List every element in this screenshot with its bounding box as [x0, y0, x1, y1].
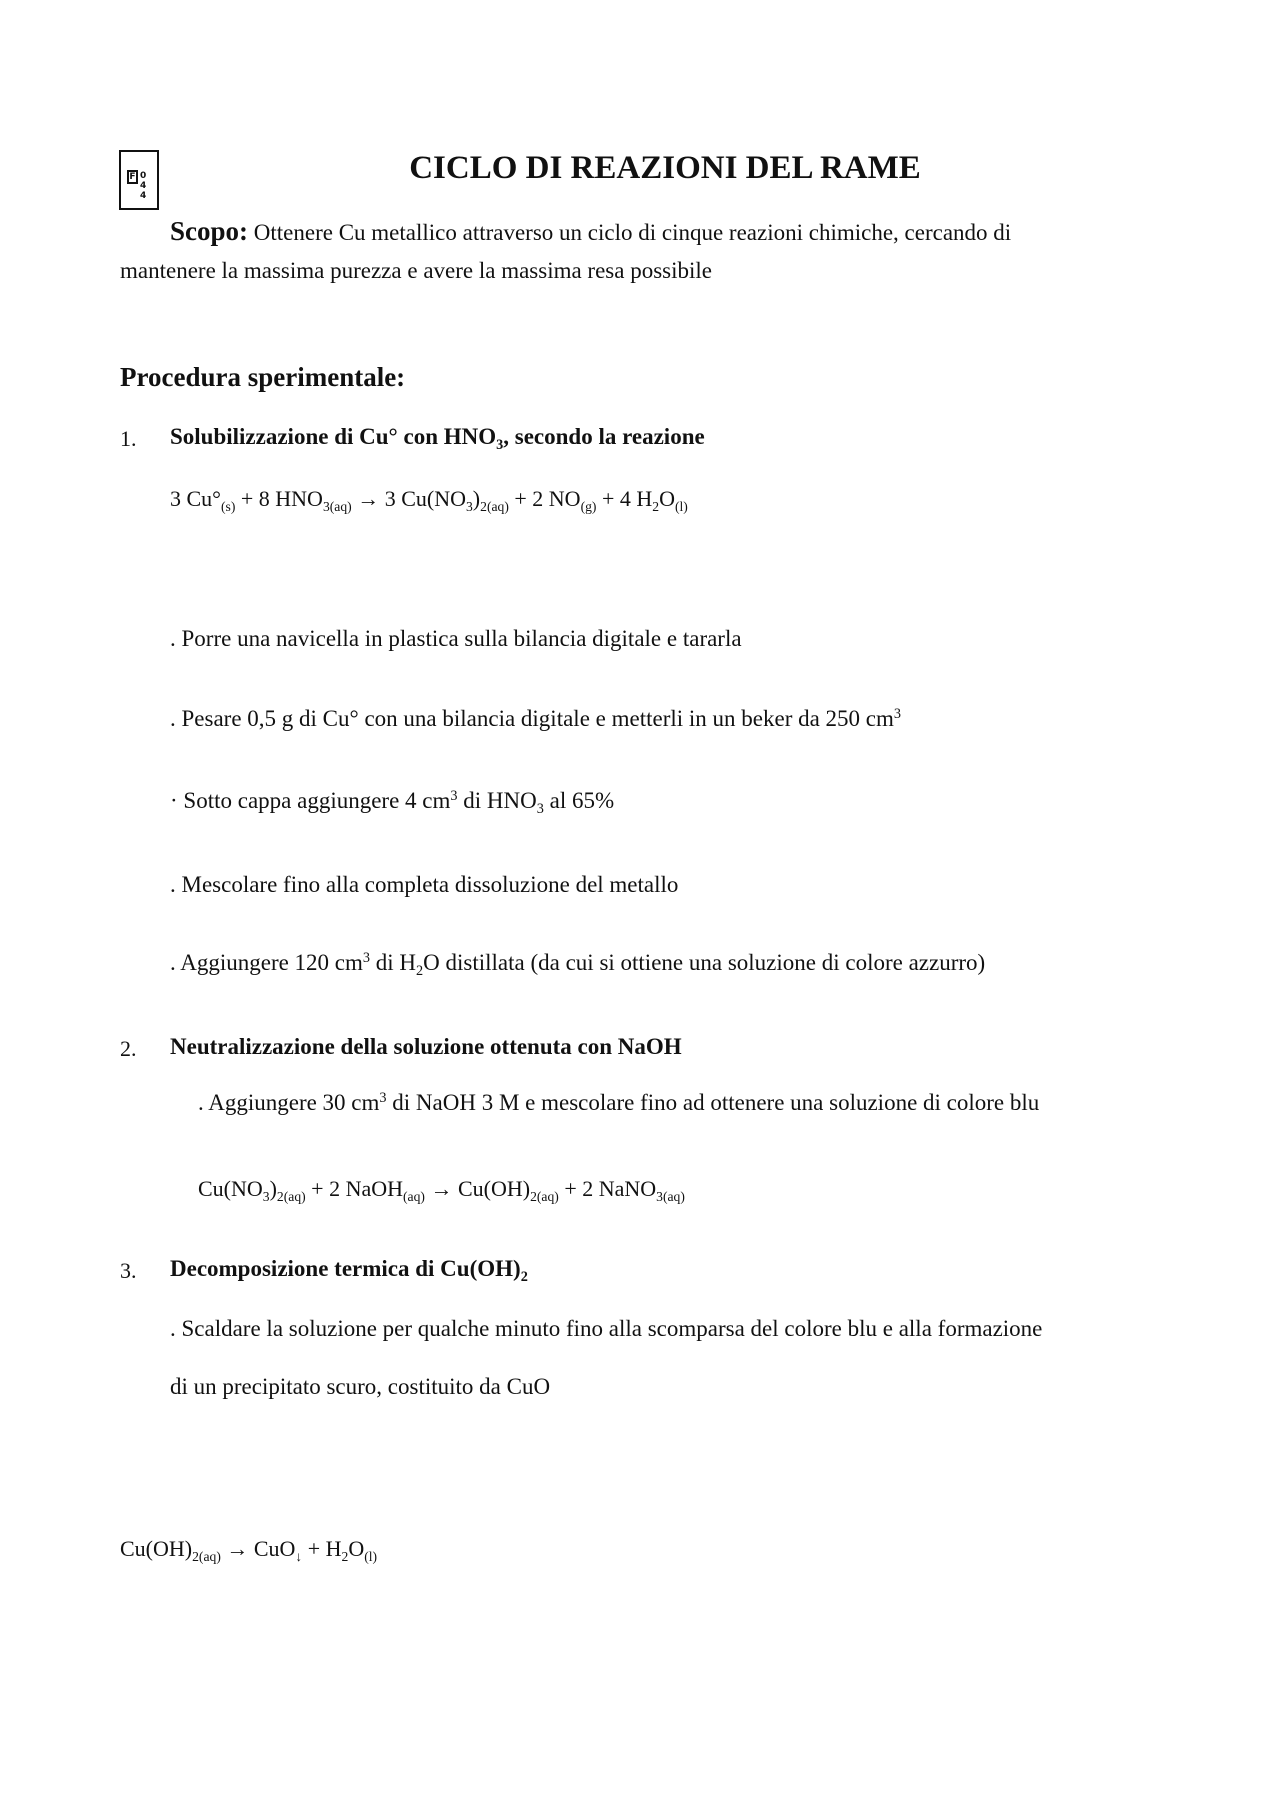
section-3-number: 3. [120, 1258, 137, 1283]
section-1-step-1: . Porre una navicella in plastica sulla bilancia digitale e tararla [170, 626, 742, 651]
section-1-step-3: · Sotto cappa aggiungere 4 $cm^3$ di $HNO_3$ al 65% [170, 788, 615, 817]
section-1-number: 1. [120, 426, 137, 451]
section-1-equation: 3 $Cu^\circ_{(s)} + 8$ $HNO_{3(aq)} \to 3$ $Cu(NO_3)_{2(aq)} + 2$ $NO_{(g)} + 4$ $H_2O_{(l)}$ [170, 486, 688, 514]
procedura-heading: Procedura sperimentale: [120, 362, 406, 392]
section-3-equation: $Cu(OH)_{2(aq)} \to CuO_↓ + H_2O_{(l)}$ [120, 1536, 378, 1564]
section-2-step-1: . Aggiungere 30 $cm^3$ di NaOH 3 M e mescolare fino ad ottenere una soluzione di colore blu [198, 1090, 1040, 1115]
section-1-heading: Solubilizzazione di Cu° con $HNO_3$, secondo la reazione [170, 424, 705, 453]
page-title: CICLO DI REAZIONI DEL RAME [409, 150, 921, 186]
scopo-line-2: mantenere la massima purezza e avere la massima resa possibile [120, 258, 712, 283]
section-1-step-4: . Mescolare fino alla completa dissoluzione del metallo [170, 872, 679, 897]
section-3-heading: Decomposizione termica di $Cu(OH)_2$ [170, 1256, 528, 1285]
logo-letter: F [127, 170, 138, 184]
section-2-equation: $Cu(NO_3)_{2(aq)} + 2$ NaOH$_{(aq)}$ → $Cu(OH)_{2(aq)} + 2$ NaNO$_{3(aq)}$ [198, 1176, 685, 1204]
section-1-step-2: . Pesare 0,5 g di Cu° con una bilancia digitale e metterli in un beker da 250 $cm^3$ [170, 706, 902, 731]
section-3-step-2: di un precipitato scuro, costituito da CuO [170, 1374, 551, 1399]
logo-code: 0 4 4 [140, 171, 148, 201]
scopo-text-1: Ottenere Cu metallico attraverso un ciclo di cinque reazioni chimiche, cercando di [253, 220, 1012, 245]
scopo-line-1 [170, 216, 1011, 247]
section-2-heading: Neutralizzazione della soluzione ottenuta con NaOH [170, 1034, 682, 1059]
section-3-step-1: . Scaldare la soluzione per qualche minuto fino alla scomparsa del colore blu e alla formazione [170, 1316, 1043, 1341]
section-1-step-5: . Aggiungere 120 $cm^3$ di $H_2O$ distillata (da cui si ottiene una soluzione di colore azzurro) [170, 950, 986, 979]
scopo-label: Scopo: [170, 216, 249, 246]
section-2-number: 2. [120, 1036, 137, 1061]
